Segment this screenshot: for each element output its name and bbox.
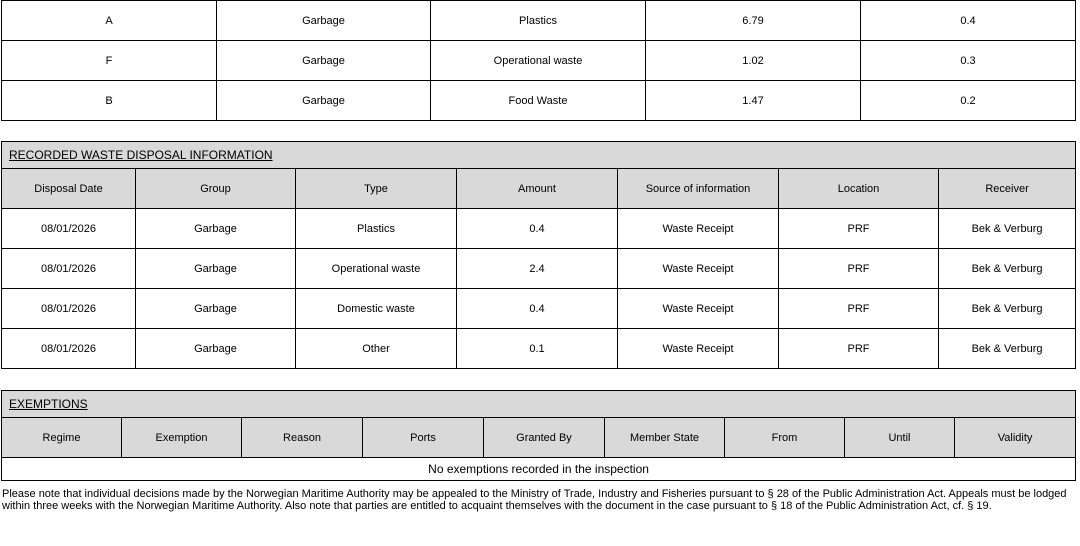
table-cell: Bek & Verburg [939,249,1076,289]
column-header: Validity [955,418,1076,458]
table-cell: Garbage [136,289,296,329]
table-cell: Bek & Verburg [939,209,1076,249]
disposal-column-headers [2,169,1076,209]
table-cell: Garbage [217,81,431,121]
column-header: Receiver [939,169,1076,209]
waste-on-board-body [2,1,1076,121]
table-cell: PRF [779,209,939,249]
table-cell: 0.4 [861,1,1076,41]
table-cell: 0.4 [457,289,618,329]
column-header: From [725,418,845,458]
table-cell: Garbage [136,329,296,369]
disposal-section-title: RECORDED WASTE DISPOSAL INFORMATION [9,148,273,162]
table-row [2,1,1076,41]
table-cell: 08/01/2026 [2,249,136,289]
table-cell: Garbage [136,249,296,289]
table-cell: F [2,41,217,81]
table-cell: Plastics [296,209,457,249]
column-header: Reason [242,418,363,458]
table-row [2,209,1076,249]
column-header: Member State [605,418,725,458]
table-cell: Waste Receipt [618,329,779,369]
table-cell: 6.79 [646,1,861,41]
table-cell: 2.4 [457,249,618,289]
table-cell: Garbage [136,209,296,249]
column-header: Until [845,418,955,458]
table-row [2,81,1076,121]
column-header: Location [779,169,939,209]
exemptions-section-title: EXEMPTIONS [9,397,88,411]
waste-disposal-table [1,141,1076,369]
column-header: Regime [2,418,122,458]
table-cell: 08/01/2026 [2,329,136,369]
table-row [2,289,1076,329]
table-cell: Garbage [217,1,431,41]
column-header: Ports [363,418,484,458]
disposal-section-header [2,142,1076,169]
column-header: Type [296,169,457,209]
table-cell: Food Waste [431,81,646,121]
column-header: Disposal Date [2,169,136,209]
table-cell: 0.1 [457,329,618,369]
column-header: Group [136,169,296,209]
table-cell: PRF [779,249,939,289]
table-cell: Bek & Verburg [939,289,1076,329]
table-cell: Waste Receipt [618,249,779,289]
exemptions-column-headers [2,418,1076,458]
table-cell: 0.4 [457,209,618,249]
table-cell: 1.47 [646,81,861,121]
column-header: Amount [457,169,618,209]
table-cell: 08/01/2026 [2,289,136,329]
table-cell: Waste Receipt [618,289,779,329]
exemptions-section-header [2,391,1076,418]
waste-on-board-table [1,0,1076,121]
exemptions-empty-message: No exemptions recorded in the inspection [2,458,1076,481]
table-cell: Domestic waste [296,289,457,329]
table-cell: Operational waste [431,41,646,81]
table-cell: Waste Receipt [618,209,779,249]
table-cell: A [2,1,217,41]
table-cell: 1.02 [646,41,861,81]
disposal-body [2,209,1076,369]
exemptions-empty-row [2,458,1076,481]
table-cell: Bek & Verburg [939,329,1076,369]
table-cell: PRF [779,329,939,369]
table-row [2,329,1076,369]
table-cell: B [2,81,217,121]
column-header: Source of information [618,169,779,209]
column-header: Exemption [122,418,242,458]
table-row [2,249,1076,289]
table-row [2,41,1076,81]
table-cell: Garbage [217,41,431,81]
table-cell: 0.2 [861,81,1076,121]
table-cell: PRF [779,289,939,329]
column-header: Granted By [484,418,605,458]
table-cell: 0.3 [861,41,1076,81]
table-cell: Plastics [431,1,646,41]
table-cell: Other [296,329,457,369]
appeal-notice: Please note that individual decisions made by the Norwegian Maritime Authority may be appealed to the Ministry of Trade, Industry and Fisheries pursuant to § 28 of the Public Administration Act. Appeals must be lodged within three weeks with the Norwegian Maritime Authority. Also note that parties are entitled to acquaint themselves with the document in the case pursuant to § 18 of the Public Administration Act, cf. § 19. [2,488,1067,512]
table-cell: Operational waste [296,249,457,289]
exemptions-table [1,390,1076,481]
table-cell: 08/01/2026 [2,209,136,249]
